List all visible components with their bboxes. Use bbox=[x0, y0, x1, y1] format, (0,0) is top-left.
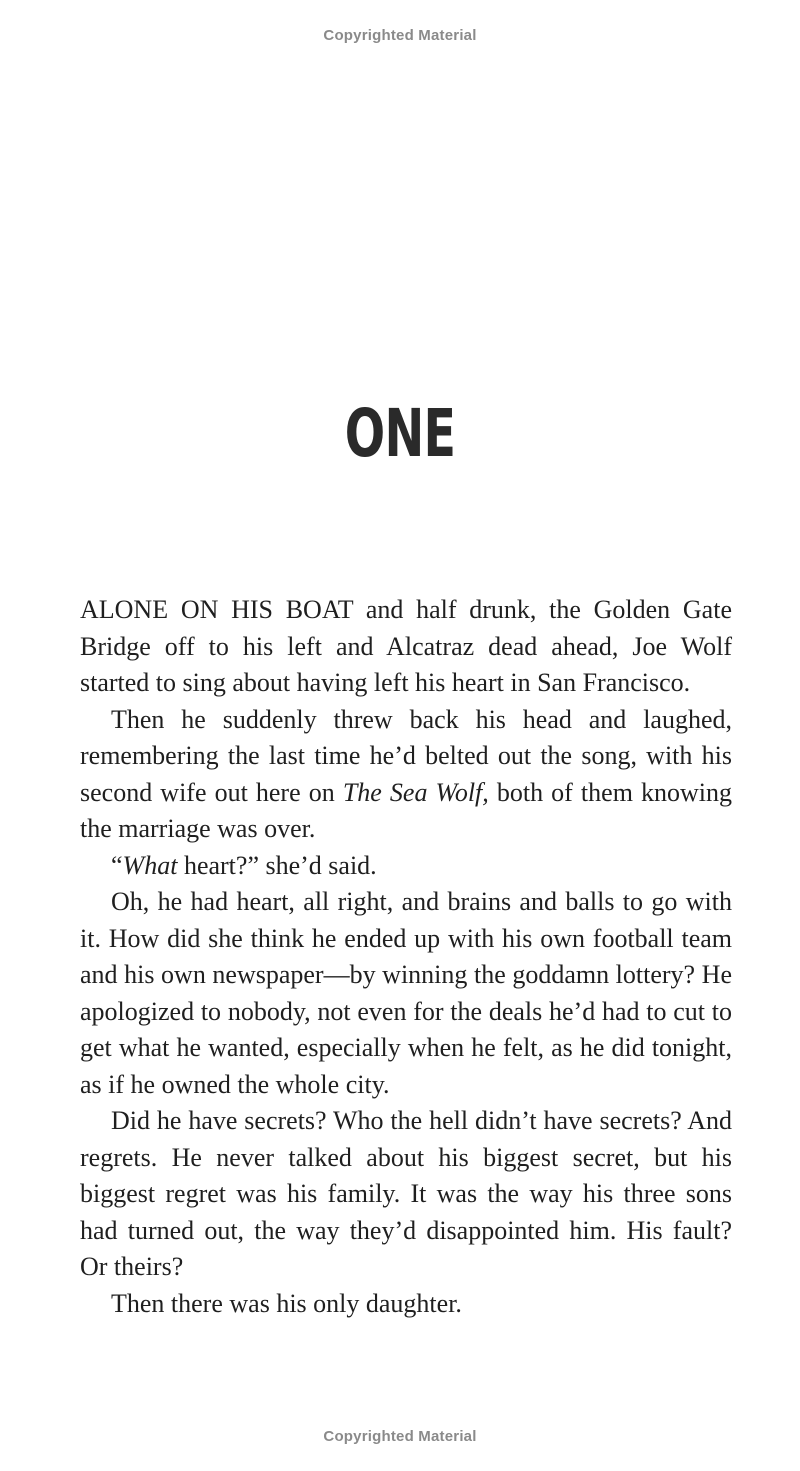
paragraph-3-after: heart?” she’d said. bbox=[177, 850, 377, 880]
paragraph-5: Did he have secrets? Who the hell didn’t have secrets? And regrets. He never talked about his biggest secret, but his biggest regret was his family. It was the way his three sons had turned out, the way they’d disappointed him. His fault? Or theirs? bbox=[80, 1106, 732, 1281]
paragraph-1-text: and half drunk, the Golden Gate Bridge off to his left and Alcatraz dead ahead, Joe Wolf started to sing about having left his heart in San Francisco. bbox=[80, 595, 732, 697]
paragraph-3-italic: What bbox=[122, 850, 178, 880]
paragraph-4: Oh, he had heart, all right, and brains and balls to go with it. How did she think he ended up with his own football team and his own newspaper—by winning the goddamn lottery? He apologized to nobody, not even for the deals he’d had to cut to get what he wanted, especially when he felt, as he did tonight, as if he owned the whole city. bbox=[80, 887, 732, 1099]
paragraph-1-lead: ALONE ON HIS BOAT bbox=[80, 595, 354, 624]
boat-name: The Sea Wolf, bbox=[342, 777, 489, 807]
copyright-watermark-top: Copyrighted Material bbox=[323, 27, 477, 44]
paragraph-3 bbox=[80, 848, 732, 885]
paragraph-2 bbox=[80, 702, 732, 848]
copyright-watermark-bottom: Copyrighted Material bbox=[323, 1428, 477, 1445]
paragraph-6: Then there was his only daughter. bbox=[111, 1288, 462, 1318]
paragraph-2-after: both of them knowing the marriage was over. bbox=[80, 777, 733, 843]
chapter-title: ONE bbox=[344, 395, 456, 473]
paragraph-3-open-quote: “ bbox=[111, 850, 123, 880]
paragraph-2-before: Then he suddenly threw back his head and laughed, remembering the last time he’d belted out the song, with his second wife out here on bbox=[80, 704, 732, 807]
paragraph-1 bbox=[80, 592, 732, 702]
chapter-body bbox=[80, 592, 732, 1322]
